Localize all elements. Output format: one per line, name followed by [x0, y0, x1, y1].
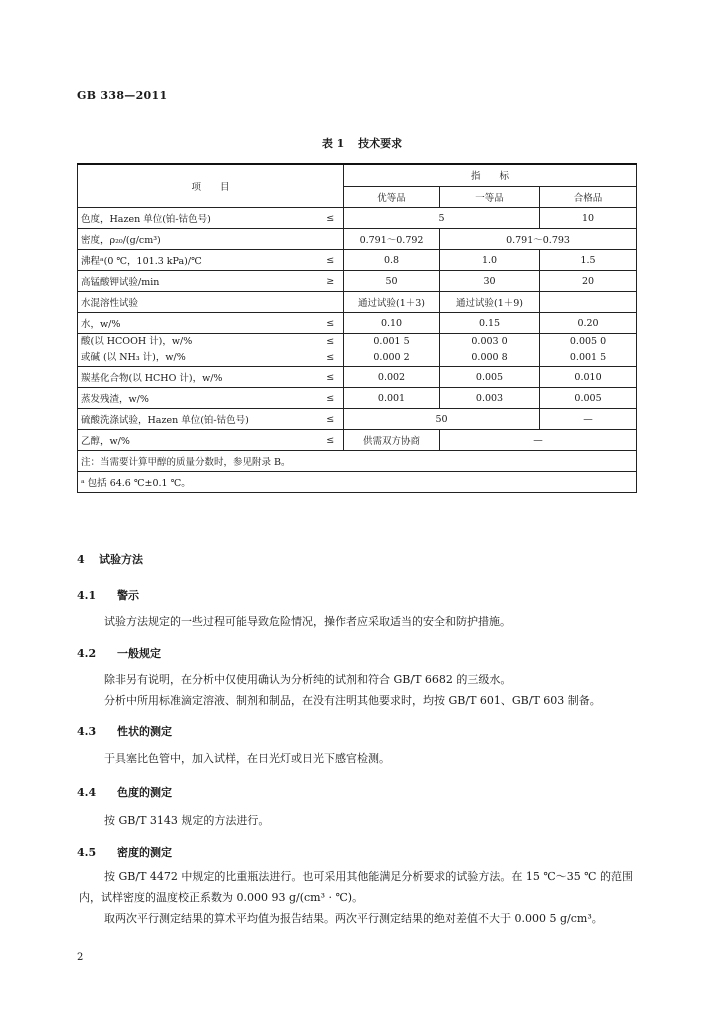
section-title: 性状的测定	[117, 725, 172, 738]
cell-value: 1.0	[440, 250, 540, 271]
cell-value: 0.791～0.793	[440, 229, 637, 250]
acid-value: 0.001 5	[373, 336, 410, 347]
section-4-1-heading	[77, 587, 139, 603]
alkali-value: 0.001 5	[569, 352, 607, 363]
table-caption-title: 技术要求	[358, 137, 403, 150]
standard-number: GB 338—2011	[77, 89, 168, 102]
cell-value: 0.791～0.792	[344, 229, 440, 250]
section-4-5-text-2: 取两次平行测定结果的算术平均值为报告结果。两次平行测定结果的绝对差值不大于 0.000 5 g/cm³。	[104, 912, 603, 925]
acid-value: 0.005 0	[569, 336, 607, 347]
row-label: 色度，Hazen 单位(铂-钴色号)	[78, 208, 318, 229]
cell-value: 0.005	[540, 388, 637, 409]
row-label: 羰基化合物(以 HCHO 计)，w/%	[78, 367, 318, 388]
section-4-3-text: 于具塞比色管中，加入试样，在日光灯或日光下感官检测。	[104, 752, 390, 765]
table-row	[78, 334, 637, 367]
cell-value: —	[540, 409, 637, 430]
section-4-2-text-2: 分析中所用标准滴定溶液、制剂和制品，在没有注明其他要求时，均按 GB/T 601、GB/T 603 制备。	[104, 694, 601, 707]
section-number: 4.4	[77, 786, 97, 799]
row-label: 蒸发残渣，w/%	[78, 388, 318, 409]
row-label: 水，w/%	[78, 313, 318, 334]
cell-value	[440, 334, 540, 367]
row-operator: ≤	[318, 409, 344, 430]
row-label: 密度，ρ₂₀/(g/cm³)	[78, 229, 344, 250]
table-row	[78, 367, 637, 388]
section-4-2-text-1: 除非另有说明，在分析中仅使用确认为分析纯的试剂和符合 GB/T 6682 的三级水。	[104, 673, 512, 686]
cell-value	[344, 334, 440, 367]
section-4-3-heading	[77, 723, 172, 739]
cell-value: 20	[540, 271, 637, 292]
section-title: 密度的测定	[117, 846, 172, 859]
cell-value: 0.001	[344, 388, 440, 409]
table-caption-number: 表 1	[321, 137, 345, 150]
cell-value: 50	[344, 271, 440, 292]
section-4-4-text: 按 GB/T 3143 规定的方法进行。	[104, 814, 270, 827]
cell-value: 0.010	[540, 367, 637, 388]
table-row	[78, 208, 637, 229]
page-number: 2	[77, 952, 84, 963]
row-operator: ≤	[318, 208, 344, 229]
alkali-operator: ≤	[326, 352, 335, 363]
cell-value: 供需双方协商	[344, 430, 440, 451]
cell-value: 0.005	[440, 367, 540, 388]
cell-value: 0.10	[344, 313, 440, 334]
row-label: 沸程ᵃ(0 ℃，101.3 kPa)/℃	[78, 250, 318, 271]
section-title: 警示	[117, 589, 139, 602]
row-label: 高锰酸钾试验/min	[78, 271, 318, 292]
table-row	[78, 430, 637, 451]
row-label	[78, 334, 318, 367]
section-number: 4.2	[77, 647, 97, 660]
grade-header-superior: 优等品	[344, 186, 440, 208]
table-row	[78, 388, 637, 409]
section-4-5-text-1: 按 GB/T 4472 中规定的比重瓶法进行。也可采用其他能满足分析要求的试验方法。在 15 ℃～35 ℃ 的范围内，试样密度的温度校正系数为 0.000 93 g/(cm³ · ℃)。	[79, 870, 633, 904]
cell-value: 10	[540, 208, 637, 229]
row-operator: ≤	[318, 367, 344, 388]
row-operator: ≤	[318, 430, 344, 451]
cell-value: 0.002	[344, 367, 440, 388]
table-footnote: ᵃ 包括 64.6 ℃±0.1 ℃。	[78, 472, 637, 493]
section-number: 4.1	[77, 589, 97, 602]
table-row	[78, 409, 637, 430]
acid-label: 酸(以 HCOOH 计)，w/%	[81, 336, 193, 347]
cell-value: 通过试验(1＋3)	[344, 292, 440, 313]
cell-value: 5	[344, 208, 540, 229]
section-4-4-heading	[77, 784, 172, 800]
cell-value	[540, 334, 637, 367]
row-label: 水混溶性试验	[78, 292, 344, 313]
column-header-index: 指 标	[344, 164, 637, 186]
section-4-1-text: 试验方法规定的一些过程可能导致危险情况，操作者应采取适当的安全和防护措施。	[104, 615, 511, 628]
section-number: 4.5	[77, 846, 97, 859]
table-footnote-row	[78, 472, 637, 493]
row-operator: ≤	[318, 313, 344, 334]
alkali-label: 或碱 (以 NH₃ 计)，w/%	[81, 352, 186, 363]
table-row	[78, 229, 637, 250]
cell-value	[540, 292, 637, 313]
section-4-heading	[77, 551, 143, 567]
row-label: 硫酸洗涤试验，Hazen 单位(铂-钴色号)	[78, 409, 318, 430]
row-operator: ≥	[318, 271, 344, 292]
row-label: 乙醇，w/%	[78, 430, 318, 451]
table-note-row	[78, 451, 637, 472]
cell-value: 30	[440, 271, 540, 292]
table-row	[78, 250, 637, 271]
row-operator: ≤	[318, 388, 344, 409]
table-row	[78, 313, 637, 334]
table-row	[78, 271, 637, 292]
table-caption	[0, 135, 724, 151]
cell-value: 0.20	[540, 313, 637, 334]
grade-header-qualified: 合格品	[540, 186, 637, 208]
row-operator	[318, 334, 344, 367]
cell-value: 0.003	[440, 388, 540, 409]
table-note: 注：当需要计算甲醇的质量分数时，参见附录 B。	[78, 451, 637, 472]
section-4-5-heading	[77, 844, 172, 860]
alkali-value: 0.000 2	[373, 352, 410, 363]
cell-value: —	[440, 430, 637, 451]
grade-header-first: 一等品	[440, 186, 540, 208]
alkali-value: 0.000 8	[471, 352, 508, 363]
cell-value: 50	[344, 409, 540, 430]
cell-value: 0.8	[344, 250, 440, 271]
cell-value: 0.15	[440, 313, 540, 334]
column-header-item: 项 目	[78, 164, 344, 208]
section-number: 4.3	[77, 725, 97, 738]
technical-requirements-table	[77, 163, 637, 493]
section-title: 一般规定	[117, 647, 161, 660]
section-title: 试验方法	[99, 553, 143, 566]
acid-operator: ≤	[326, 336, 335, 347]
section-4-2-heading	[77, 645, 161, 661]
cell-value: 1.5	[540, 250, 637, 271]
section-title: 色度的测定	[117, 786, 172, 799]
acid-value: 0.003 0	[471, 336, 508, 347]
row-operator: ≤	[318, 250, 344, 271]
table-row	[78, 292, 637, 313]
section-number: 4	[77, 553, 85, 566]
cell-value: 通过试验(1＋9)	[440, 292, 540, 313]
